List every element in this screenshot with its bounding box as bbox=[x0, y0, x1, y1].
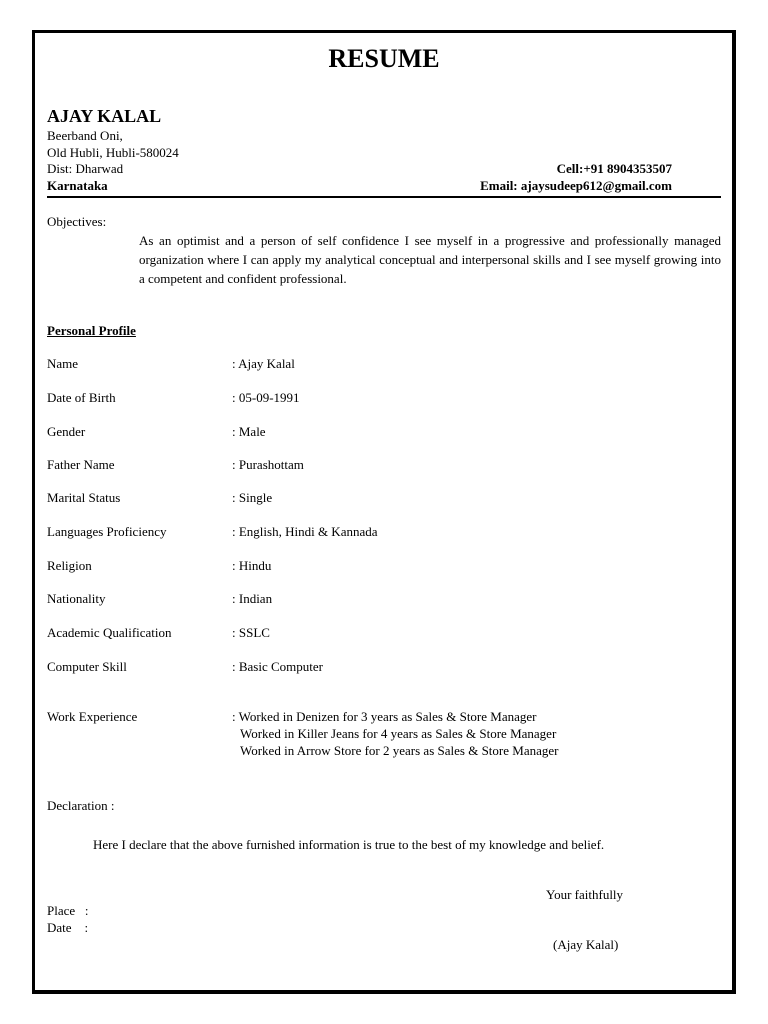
date-field: Date : bbox=[47, 920, 89, 935]
declaration-text: Here I declare that the above furnished information is true to the best of my knowledge and belief. bbox=[93, 837, 605, 852]
objectives-label: Objectives: bbox=[47, 214, 107, 229]
email-address: Email: ajaysudeep612@gmail.com bbox=[480, 178, 672, 193]
profile-value: : Ajay Kalal bbox=[232, 356, 295, 371]
personal-profile-heading: Personal Profile bbox=[47, 323, 136, 338]
place-field: Place : bbox=[47, 903, 89, 918]
address-line-2: Old Hubli, Hubli-580024 bbox=[47, 145, 179, 160]
profile-label: Marital Status bbox=[47, 490, 121, 505]
profile-label: Computer Skill bbox=[47, 659, 127, 674]
profile-label: Date of Birth bbox=[47, 390, 116, 405]
profile-value: : Hindu bbox=[232, 558, 272, 573]
applicant-name: AJAY KALAL bbox=[47, 106, 162, 126]
profile-value: : English, Hindi & Kannada bbox=[232, 524, 378, 539]
profile-value: : Indian bbox=[232, 591, 273, 606]
address-line-4: Karnataka bbox=[47, 178, 108, 193]
profile-label: Father Name bbox=[47, 457, 115, 472]
profile-label: Nationality bbox=[47, 591, 106, 606]
objectives-text: As an optimist and a person of self confidence I see myself in a progressive and professionally managed organization where I can apply my analytical conceptual and interpersonal skills and I see myself growing into a competent and confident professional. bbox=[139, 233, 721, 286]
work-experience-line: Worked in Killer Jeans for 4 years as Sales & Store Manager bbox=[240, 726, 557, 741]
profile-label: Religion bbox=[47, 558, 92, 573]
work-experience-line: Worked in Arrow Store for 2 years as Sales & Store Manager bbox=[240, 743, 559, 758]
address-line-3: Dist: Dharwad bbox=[47, 161, 124, 176]
work-experience-line: : Worked in Denizen for 3 years as Sales & Store Manager bbox=[232, 709, 537, 724]
profile-value: : Single bbox=[232, 490, 273, 505]
profile-label: Languages Proficiency bbox=[47, 524, 167, 539]
document-title: RESUME bbox=[328, 44, 440, 73]
profile-value: : 05-09-1991 bbox=[232, 390, 300, 405]
profile-value: : Male bbox=[232, 424, 266, 439]
profile-label: Name bbox=[47, 356, 79, 371]
signature-name: (Ajay Kalal) bbox=[553, 937, 619, 952]
profile-value: : Purashottam bbox=[232, 457, 304, 472]
declaration-label: Declaration : bbox=[47, 798, 115, 813]
cell-number: Cell:+91 8904353507 bbox=[556, 161, 672, 176]
address-line-1: Beerband Oni, bbox=[47, 128, 123, 143]
profile-label: Gender bbox=[47, 424, 86, 439]
header-divider bbox=[47, 196, 721, 198]
profile-value: : Basic Computer bbox=[232, 659, 323, 674]
closing-text: Your faithfully bbox=[546, 887, 624, 902]
work-experience-label: Work Experience bbox=[47, 709, 138, 724]
profile-value: : SSLC bbox=[232, 625, 270, 640]
profile-label: Academic Qualification bbox=[47, 625, 172, 640]
